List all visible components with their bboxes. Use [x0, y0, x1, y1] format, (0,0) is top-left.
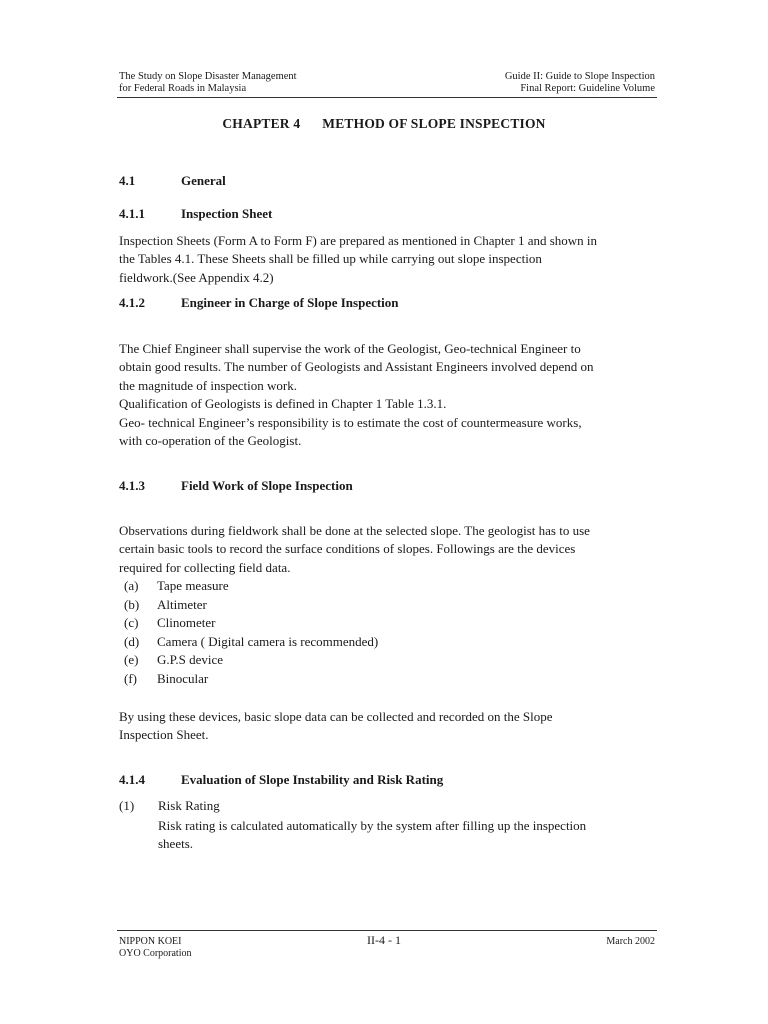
section-title: Engineer in Charge of Slope Inspection — [181, 295, 399, 310]
header-report-volume: Final Report: Guideline Volume — [520, 83, 655, 94]
chapter-name: METHOD OF SLOPE INSPECTION — [322, 116, 546, 131]
paragraph-engineer-in-charge — [119, 340, 656, 450]
paragraph-line: Inspection Sheet. — [119, 727, 209, 743]
paragraph-line: required for collecting field data. — [119, 559, 291, 575]
list-item — [124, 651, 378, 670]
paragraph-line: By using these devices, basic slope data can be collected and recorded on the Slope — [119, 709, 553, 724]
paragraph-line: Risk rating is calculated automatically by the system after filling up the inspection — [158, 818, 587, 833]
list-item — [124, 670, 378, 689]
list-item — [124, 633, 378, 652]
list-item-text: Altimeter — [157, 596, 207, 612]
list-item-text: Camera ( Digital camera is recommended) — [157, 633, 379, 649]
paragraph-line: Geo- technical Engineer’s responsibility is to estimate the cost of countermeasure works, — [119, 414, 582, 430]
section-number: 4.1.1 — [119, 206, 145, 221]
list-item-text: Clinometer — [157, 615, 216, 631]
footer-company-2: OYO Corporation — [119, 948, 192, 959]
paragraph-devices-usage — [119, 708, 656, 745]
list-item-label: (b) — [124, 596, 140, 612]
section-heading-4-1-4 — [119, 772, 443, 788]
header-right — [505, 71, 655, 95]
subitem-title: Risk Rating — [158, 798, 220, 813]
footer-company: NIPPON KOEI — [119, 936, 182, 947]
paragraph-line: the Tables 4.1. These Sheets shall be filled up while carrying out slope inspection — [119, 251, 542, 267]
list-item-text: Tape measure — [157, 578, 229, 593]
header-left — [119, 71, 297, 95]
section-number: 4.1 — [119, 173, 136, 188]
header-guide-title: Guide II: Guide to Slope Inspection — [504, 71, 655, 82]
header-divider — [117, 97, 657, 98]
section-heading-4-1-3 — [119, 478, 353, 494]
paragraph-line: Inspection Sheets (Form A to Form F) are prepared as mentioned in Chapter 1 and shown in — [119, 233, 598, 248]
list-item-label: (f) — [124, 670, 137, 686]
list-item-label: (a) — [124, 578, 139, 593]
paragraph-line: with co-operation of the Geologist. — [119, 433, 302, 449]
section-title: Field Work of Slope Inspection — [181, 478, 353, 493]
section-heading-4-1 — [119, 173, 226, 189]
header-study-subtitle: for Federal Roads in Malaysia — [119, 83, 247, 94]
page-number: II-4 - 1 — [367, 933, 401, 947]
paragraph-field-work — [119, 522, 656, 577]
list-item-label: (c) — [124, 615, 139, 631]
paragraph-line: certain basic tools to record the surface conditions of slopes. Followings are the devices — [119, 541, 576, 557]
paragraph-line: obtain good results. The number of Geologists and Assistant Engineers involved depend on — [119, 359, 594, 375]
section-number: 4.1.2 — [119, 295, 145, 310]
paragraph-line: The Chief Engineer shall supervise the work of the Geologist, Geo-technical Engineer to — [119, 341, 581, 356]
subitem-number: (1) — [119, 798, 135, 813]
paragraph-line: Observations during fieldwork shall be done at the selected slope. The geologist has to use — [119, 523, 590, 538]
devices-list — [124, 577, 378, 689]
paragraph-risk-rating — [158, 817, 656, 854]
section-heading-4-1-1 — [119, 206, 272, 222]
chapter-number: CHAPTER 4 — [222, 116, 301, 131]
section-heading-4-1-2 — [119, 295, 399, 311]
list-item — [124, 614, 378, 633]
paragraph-line: sheets. — [158, 836, 194, 852]
list-item-text: Binocular — [157, 670, 209, 686]
section-number: 4.1.4 — [119, 772, 145, 787]
section-title: General — [181, 173, 226, 188]
list-item-label: (d) — [124, 633, 140, 649]
list-item-text: G.P.S device — [157, 652, 224, 668]
paragraph-line: Qualification of Geologists is defined in Chapter 1 Table 1.3.1. — [119, 396, 447, 412]
paragraph-line: fieldwork.(See Appendix 4.2) — [119, 269, 274, 285]
paragraph-line: the magnitude of inspection work. — [119, 377, 297, 393]
header-study-title: The Study on Slope Disaster Management — [119, 71, 297, 82]
section-number: 4.1.3 — [119, 478, 145, 493]
list-item — [124, 577, 378, 596]
footer-date: March 2002 — [606, 936, 655, 947]
chapter-title — [0, 116, 768, 132]
list-item — [124, 596, 378, 615]
paragraph-inspection-sheet — [119, 232, 656, 287]
section-title: Evaluation of Slope Instability and Risk Rating — [181, 772, 444, 787]
section-title: Inspection Sheet — [181, 206, 273, 221]
footer-divider — [117, 930, 657, 931]
list-item-label: (e) — [124, 652, 139, 668]
